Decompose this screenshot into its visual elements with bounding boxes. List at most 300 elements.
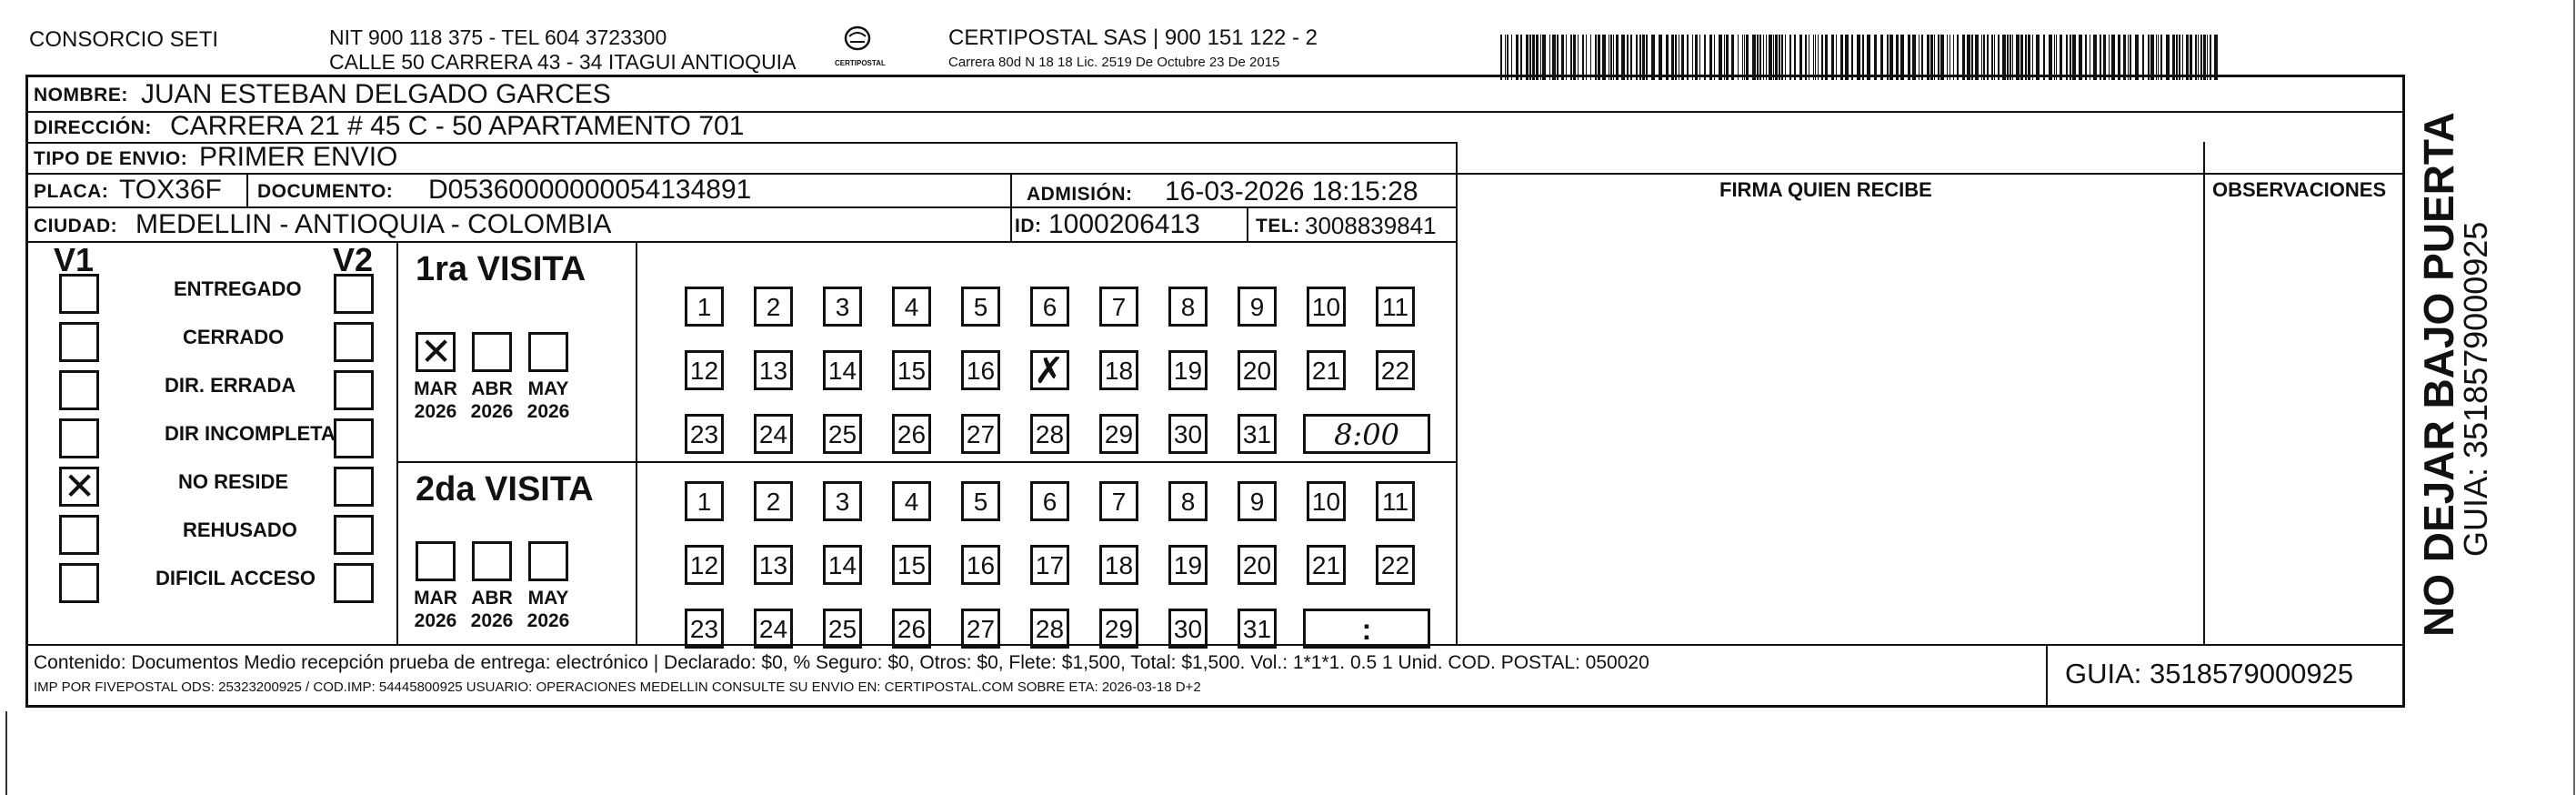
day-box[interactable]: 16 [961,350,1000,390]
barcode-bar [1586,35,1587,80]
day-box[interactable]: 29 [1099,414,1138,454]
day-box[interactable]: 20 [1238,350,1277,390]
barcode-bar [1557,35,1559,80]
barcode-bar [1981,35,1982,80]
barcode-bar [2160,35,2162,80]
day-box[interactable]: 7 [1099,287,1138,327]
day-box[interactable]: 15 [892,350,931,390]
ciudad-label: CIUDAD: [34,216,118,236]
barcode-bar [2028,35,2030,80]
barcode-bar [2100,35,2101,80]
barcode-bar [1967,35,1970,80]
month-label [465,587,519,632]
barcode-bar [2066,35,2068,80]
barcode-bar [2016,35,2020,80]
month-year: 2026 [470,610,514,631]
day-box[interactable]: 12 [685,350,724,390]
month-checkbox[interactable] [416,541,456,581]
month-name: MAR [414,378,457,399]
month-year: 2026 [414,610,457,631]
barcode-bar [1962,35,1965,80]
day-box[interactable]: 12 [685,545,724,585]
day-box[interactable]: 26 [892,414,931,454]
documento-label: DOCUMENTO: [257,181,394,202]
barcode-bar [1630,35,1632,80]
status-label: REHUSADO [183,518,297,541]
barcode-bar [1681,35,1684,80]
barcode-bar [1785,35,1786,80]
status-v2-checkbox[interactable] [334,370,374,410]
month-name: MAY [527,378,569,399]
barcode-bar [2036,35,2040,80]
barcode-bar [1666,35,1669,80]
barcode-bar [1561,35,1564,80]
barcode-bar [1613,35,1614,80]
barcode-bar [1975,35,1979,80]
barcode-bar [2109,35,2110,80]
month-label [465,377,519,423]
barcode-bar [1692,35,1693,80]
barcode-bar [1744,35,1745,80]
barcode-bar [1921,35,1923,80]
day-box[interactable] [1030,350,1069,390]
day-box[interactable]: 21 [1307,545,1346,585]
day-box[interactable]: 11 [1376,287,1415,327]
barcode-bar [1836,35,1837,80]
day-box[interactable]: 6 [1030,287,1069,327]
logo-text: CERTIPOSTAL [835,59,886,67]
barcode-bar [1773,35,1774,80]
month-label [408,587,463,632]
month-year: 2026 [526,610,570,631]
barcode-bar [1651,35,1655,80]
barcode-bar [1595,35,1597,80]
month-label [521,587,576,632]
barcode-bar [1766,35,1767,80]
month-label [521,377,576,423]
day-box[interactable]: 20 [1238,545,1277,585]
barcode-bar [2190,35,2192,80]
status-v1-checkbox[interactable] [59,370,99,410]
status-v1-checkbox[interactable] [59,274,99,314]
barcode-bar [1880,35,1883,80]
day-box[interactable]: 3 [823,287,862,327]
barcode-bar [2182,35,2183,80]
placa-label: PLACA: [34,181,109,202]
status-v2-checkbox[interactable] [334,322,374,362]
admision-label: ADMISIÓN: [1027,184,1133,205]
barcode-bar [1991,35,1993,80]
barcode-bar [1714,35,1715,80]
day-box[interactable]: 18 [1099,545,1138,585]
barcode-bar [1746,35,1749,80]
barcode-bar [1687,35,1689,80]
status-label: DIFICIL ACCESO [155,567,316,589]
barcode-bar [1507,35,1509,80]
barcode-bar [2186,35,2189,80]
barcode-bar [2032,35,2033,80]
barcode-bar [1794,35,1796,80]
month-checkbox[interactable] [472,332,512,372]
month-checkbox[interactable] [416,329,456,374]
status-v2-checkbox[interactable] [334,515,374,555]
day-box[interactable]: 5 [961,481,1000,521]
firma-label: FIRMA QUIEN RECIBE [1719,178,1932,201]
barcode-bar [1912,35,1916,80]
day-box[interactable]: 8 [1168,481,1208,521]
barcode-bar [2150,35,2154,80]
barcode-bar [2156,35,2157,80]
status-v2-checkbox[interactable] [334,563,374,603]
v1-label: V1 [54,241,95,278]
time-box[interactable]: 8:00 [1303,414,1430,454]
barcode-bar [1851,35,1853,80]
day-box[interactable]: 9 [1238,481,1277,521]
barcode-bar [2135,35,2139,80]
barcode-bar [1695,35,1698,80]
day-box[interactable]: 19 [1168,350,1208,390]
id-value: 1000206413 [1048,209,1200,239]
logo-icon [835,22,880,58]
month-name: MAY [527,588,569,609]
barcode-bar [1908,35,1910,80]
barcode-bar [2158,35,2159,80]
barcode-bar [1983,35,1985,80]
day-box[interactable]: 2 [754,287,793,327]
barcode-bar [1896,35,1899,80]
day-box[interactable]: 31 [1238,609,1277,649]
day-box[interactable]: 30 [1168,414,1208,454]
tipo-value: PRIMER ENVIO [199,142,398,172]
barcode-bar [2007,35,2009,80]
barcode-bar [2079,35,2082,80]
nombre-value: JUAN ESTEBAN DELGADO GARCES [141,79,611,109]
day-box[interactable]: 16 [961,545,1000,585]
barcode-bar [1805,35,1807,80]
day-box[interactable]: 27 [961,609,1000,649]
status-label: ENTREGADO [174,277,302,300]
day-box[interactable]: 7 [1099,481,1138,521]
month-checkbox[interactable] [472,541,512,581]
right-edge-line [2573,0,2575,795]
day-box[interactable]: 25 [823,414,862,454]
day-box[interactable]: 22 [1376,545,1415,585]
barcode-bar [1646,35,1648,80]
barcode-bar [1818,35,1819,80]
barcode-bar [1867,35,1870,80]
barcode-bar [1590,35,1591,80]
barcode-bar [1840,35,1843,80]
barcode-bar [1831,35,1834,80]
month-year: 2026 [414,401,457,422]
barcode-bar [1775,35,1778,80]
day-box[interactable]: 22 [1376,350,1415,390]
barcode-bar [1511,35,1512,80]
barcode-bar [1887,35,1889,80]
day-box[interactable]: 21 [1307,350,1346,390]
barcode-bar [1724,35,1725,80]
barcode-bar [1500,35,1502,80]
month-name: ABR [471,588,513,609]
barcode-bar [1763,35,1764,80]
barcode-bar [1610,35,1612,80]
day-box[interactable]: 5 [961,287,1000,327]
barcode-bar [1621,35,1625,80]
barcode-bar [1719,35,1722,80]
status-label: CERRADO [183,326,285,348]
certipostal-line: CERTIPOSTAL SAS | 900 151 122 - 2 [948,25,1318,50]
direccion-value: CARRERA 21 # 45 C - 50 APARTAMENTO 701 [170,111,745,141]
day-box[interactable]: 30 [1168,609,1208,649]
barcode-bar [2203,35,2206,80]
day-box[interactable]: 3 [823,481,862,521]
barcode-bar [1642,35,1645,80]
barcode-bar [1752,35,1756,80]
barcode-bar [1699,35,1700,80]
barcode-bar [1799,35,1802,80]
barcode-bar [2130,35,2131,80]
barcode-bar [2128,35,2129,80]
barcode-bar [1636,35,1638,80]
day-x-mark: ✗ [1034,350,1065,392]
day-box[interactable]: 17 [1030,545,1069,585]
status-v1-checkbox[interactable] [59,418,99,458]
barcode-bar [2148,35,2150,80]
id-label: ID: [1015,216,1042,236]
day-box[interactable]: 8 [1168,287,1208,327]
certipostal-logo [835,22,886,73]
barcode-bar [1536,35,1539,80]
barcode-bar [1726,35,1729,80]
barcode-bar [1857,35,1860,80]
second-visit-title: 2da VISITA [416,470,594,508]
day-box[interactable]: 25 [823,609,862,649]
time-box[interactable]: : [1303,609,1430,649]
barcode-bar [1825,35,1828,80]
documento-value: D05360000000054134891 [428,175,752,205]
barcode-bar [2111,35,2115,80]
day-box[interactable]: 2 [754,481,793,521]
day-box[interactable]: 26 [892,609,931,649]
day-box[interactable]: 11 [1376,481,1415,521]
day-box[interactable]: 24 [754,414,793,454]
barcode-bar [1998,35,2000,80]
barcode-bar [1953,35,1954,80]
nit-line: NIT 900 118 375 - TEL 604 3723300 [329,25,667,49]
barcode-bar [2179,35,2180,80]
barcode-bar [1789,35,1791,80]
month-checkbox[interactable] [528,541,568,581]
barcode-bar [1845,35,1849,80]
barcode-bar [2060,35,2062,80]
direccion-label: DIRECCIÓN: [34,117,152,138]
barcode-bar [2020,35,2023,80]
status-label: NO RESIDE [178,470,289,493]
barcode-bar [1938,35,1940,80]
day-box[interactable]: 28 [1030,414,1069,454]
company-name: CONSORCIO SETI [29,27,219,52]
barcode-bar [1578,35,1579,80]
barcode-bar [1573,35,1576,80]
barcode-bar [1900,35,1904,80]
barcode-bar [1602,35,1606,80]
status-v1-checkbox[interactable] [59,515,99,555]
barcode-bar [1570,35,1572,80]
barcode-bar [2195,35,2197,80]
barcode-bar [2025,35,2027,80]
barcode-bar [1549,35,1550,80]
observaciones-label: OBSERVACIONES [2212,178,2387,201]
barcode-bar [2010,35,2011,80]
barcode-bar [2210,35,2211,80]
day-box[interactable]: 6 [1030,481,1069,521]
barcode-bar [1821,35,1823,80]
barcode-bar [2002,35,2006,80]
barcode-bar [2176,35,2178,80]
barcode-bar [1779,35,1780,80]
barcode-bar [2214,35,2218,80]
status-v1-checkbox[interactable] [59,464,99,508]
barcode-bar [2072,35,2076,80]
day-box[interactable]: 23 [685,609,724,649]
barcode-bar [1930,35,1933,80]
barcode-bar [1940,35,1944,80]
barcode-bar [1675,35,1677,80]
tipo-label: TIPO DE ENVIO: [34,148,188,169]
barcode-bar [1671,35,1674,80]
barcode-bar [2056,35,2057,80]
barcode-bar [1520,35,1522,80]
barcode-bar [1542,35,1546,80]
barcode-bar [1971,35,1973,80]
barcode-bar [1927,35,1929,80]
barcode-bar [1947,35,1948,80]
barcode-bar [1709,35,1712,80]
guia-footer: GUIA: 3518579000925 [2065,658,2354,689]
barcode-bar [1781,35,1783,80]
barcode-bar [1566,35,1567,80]
contenido-text: Contenido: Documentos Medio recepción prueba de entrega: electrónico | Declarado: $0, % Seguro: $0, Otros: $0, Flete: $1,500, Total: $1,500. Vol.: 1*1*1. 0.5 1 Unid. COD. POSTAL: 050020 [34,652,1649,673]
status-v2-checkbox[interactable] [334,467,374,507]
barcode-bar [2093,35,2097,80]
barcode-bar [2085,35,2087,80]
day-box[interactable]: 14 [823,545,862,585]
barcode-bar [2049,35,2052,80]
no-dejar-text: NO DEJAR BAJO PUERTA [2415,112,2462,637]
barcode-bar [1731,35,1734,80]
placa-value: TOX36F [119,175,222,205]
delivery-form [25,75,2405,708]
barcode-bar [2012,35,2013,80]
status-label: DIR INCOMPLETA [165,422,336,445]
nombre-label: NOMBRE: [34,85,128,106]
barcode-bar [1516,35,1519,80]
barcode-bar [1889,35,1893,80]
barcode-bar [2198,35,2199,80]
checkbox-x-mark: ✕ [64,464,96,508]
barcode-bar [1529,35,1531,80]
day-box[interactable]: 29 [1099,609,1138,649]
day-box[interactable]: 4 [892,481,931,521]
barcode-bar [1639,35,1641,80]
barcode-bar [1532,35,1535,80]
day-box[interactable]: 18 [1099,350,1138,390]
day-box[interactable]: 28 [1030,609,1069,649]
barcode-bar [1659,35,1662,80]
barcode-bar [1704,35,1706,80]
barcode-bar [2172,35,2175,80]
barcode-bar [2166,35,2170,80]
barcode-bar [2118,35,2120,80]
barcode-bar [1738,35,1739,80]
barcode-bar [1582,35,1584,80]
status-v2-checkbox[interactable] [334,418,374,458]
month-label [408,377,463,423]
barcode-bar [1994,35,1995,80]
day-box[interactable]: 13 [754,545,793,585]
day-box[interactable]: 9 [1238,287,1277,327]
barcode-bar [1813,35,1814,80]
barcode-bar [2070,35,2071,80]
status-v1-checkbox[interactable] [59,563,99,603]
day-box[interactable]: 23 [685,414,724,454]
barcode-bar [1742,35,1743,80]
barcode-bar [1934,35,1935,80]
first-visit-title: 1ra VISITA [416,250,586,288]
day-box[interactable]: 19 [1168,545,1208,585]
barcode-bar [1757,35,1759,80]
status-v2-checkbox[interactable] [334,274,374,314]
day-box[interactable]: 31 [1238,414,1277,454]
barcode-bar [2103,35,2106,80]
barcode-bar [1862,35,1864,80]
barcode-bar [1627,35,1629,80]
barcode-bar [1957,35,1959,80]
license-line: Carrera 80d N 18 18 Lic. 2519 De Octubre 23 De 2015 [948,55,1280,70]
barcode-bar [2123,35,2126,80]
day-box[interactable]: 1 [685,481,724,521]
day-box[interactable]: 13 [754,350,793,390]
barcode-bar [2200,35,2202,80]
month-name: ABR [471,378,513,399]
month-checkbox[interactable] [528,332,568,372]
status-v1-checkbox[interactable] [59,322,99,362]
admision-value: 16-03-2026 18:15:28 [1165,176,1418,206]
barcode-bar [1505,35,1506,80]
tel-label: TEL: [1256,216,1300,236]
day-box[interactable]: 15 [892,545,931,585]
day-box[interactable]: 14 [823,350,862,390]
checkbox-x-mark: ✕ [420,329,453,374]
side-guia-text: GUIA: 3518579000925 [2457,221,2494,557]
day-box[interactable]: 1 [685,287,724,327]
barcode-bar [1815,35,1816,80]
address-line: CALLE 50 CARRERA 43 - 34 ITAGUI ANTIOQUIA [329,50,797,74]
month-year: 2026 [526,401,570,422]
status-label: DIR. ERRADA [165,374,296,397]
barcode-bar [1540,35,1541,80]
barcode [1498,13,2226,82]
barcode-bar [1759,35,1761,80]
day-box[interactable]: 10 [1307,287,1346,327]
barcode-bar [1616,35,1619,80]
day-box[interactable]: 27 [961,414,1000,454]
barcode-bar [1987,35,1989,80]
day-box[interactable]: 10 [1307,481,1346,521]
barcode-bar [2142,35,2144,80]
day-box[interactable]: 4 [892,287,931,327]
day-box[interactable]: 24 [754,609,793,649]
